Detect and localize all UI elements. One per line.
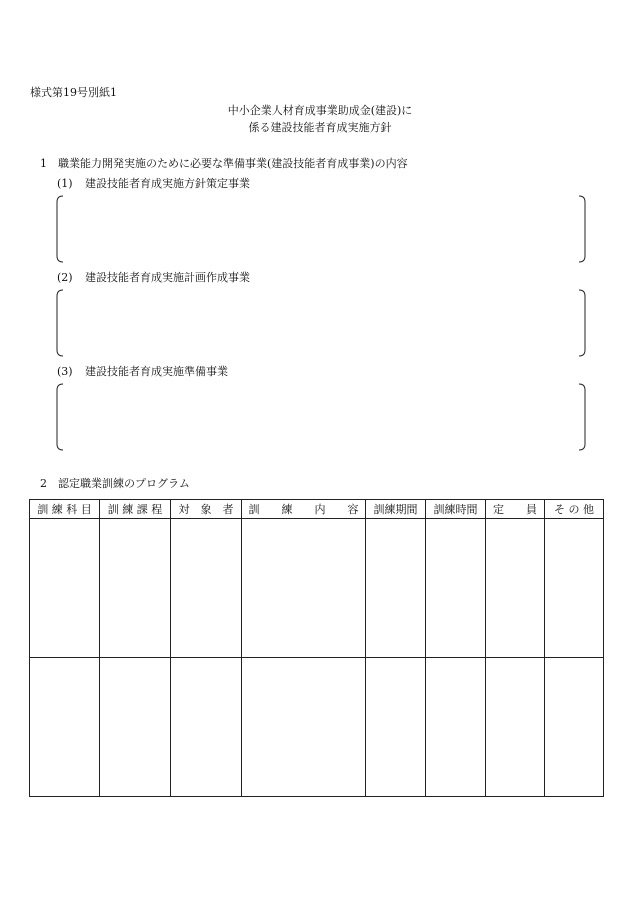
item-number: (1) xyxy=(57,177,73,190)
col-header-capacity: 定 員 xyxy=(486,500,545,519)
col-header-subject: 訓 練 科 目 xyxy=(30,500,100,519)
left-bracket xyxy=(56,289,64,357)
col-header-course: 訓 練 課 程 xyxy=(100,500,171,519)
table-cell[interactable] xyxy=(100,519,171,658)
item-label: 建設技能者育成実施計画作成事業 xyxy=(85,271,250,284)
table-cell[interactable] xyxy=(171,519,242,658)
left-bracket xyxy=(56,195,64,263)
col-header-other: そ の 他 xyxy=(545,500,604,519)
answer-area-1[interactable] xyxy=(66,198,574,260)
right-bracket xyxy=(578,195,586,263)
table-cell[interactable] xyxy=(486,519,545,658)
table-cell[interactable] xyxy=(242,658,366,797)
document-title-line2: 係る建設技能者育成実施方針 xyxy=(248,121,392,134)
table-cell[interactable] xyxy=(486,658,545,797)
table-header-row xyxy=(30,500,604,519)
col-header-period: 訓練期間 xyxy=(366,500,426,519)
table-cell[interactable] xyxy=(545,658,604,797)
section1-item-1 xyxy=(57,178,250,189)
section1-item-2 xyxy=(57,272,250,283)
table-cell[interactable] xyxy=(30,519,100,658)
col-header-content: 訓 練 内 容 xyxy=(242,500,366,519)
table-cell[interactable] xyxy=(30,658,100,797)
section1-heading: 1 職業能力開発実施のために必要な準備事業(建設技能者育成事業)の内容 xyxy=(40,157,408,170)
item-number: (2) xyxy=(57,271,73,284)
table-cell[interactable] xyxy=(100,658,171,797)
left-bracket xyxy=(56,383,64,451)
table-cell[interactable] xyxy=(171,658,242,797)
table-cell[interactable] xyxy=(366,658,426,797)
table-cell[interactable] xyxy=(545,519,604,658)
table-cell[interactable] xyxy=(242,519,366,658)
table-cell[interactable] xyxy=(426,658,486,797)
item-label: 建設技能者育成実施方針策定事業 xyxy=(85,177,250,190)
section1-item-3 xyxy=(57,366,228,377)
right-bracket xyxy=(578,289,586,357)
form-number: 様式第19号別紙1 xyxy=(30,86,117,99)
section2-heading: 2 認定職業訓練のプログラム xyxy=(40,477,190,490)
document-title-line1: 中小企業人材育成事業助成金(建設)に xyxy=(227,104,413,117)
answer-area-2[interactable] xyxy=(66,292,574,354)
answer-area-3[interactable] xyxy=(66,386,574,448)
table-cell[interactable] xyxy=(366,519,426,658)
table-row xyxy=(30,658,604,797)
table-cell[interactable] xyxy=(426,519,486,658)
col-header-target: 対 象 者 xyxy=(171,500,242,519)
training-program-table xyxy=(29,499,604,797)
item-label: 建設技能者育成実施準備事業 xyxy=(85,365,228,378)
item-number: (3) xyxy=(57,365,73,378)
col-header-hours: 訓練時間 xyxy=(426,500,486,519)
table-row xyxy=(30,519,604,658)
right-bracket xyxy=(578,383,586,451)
